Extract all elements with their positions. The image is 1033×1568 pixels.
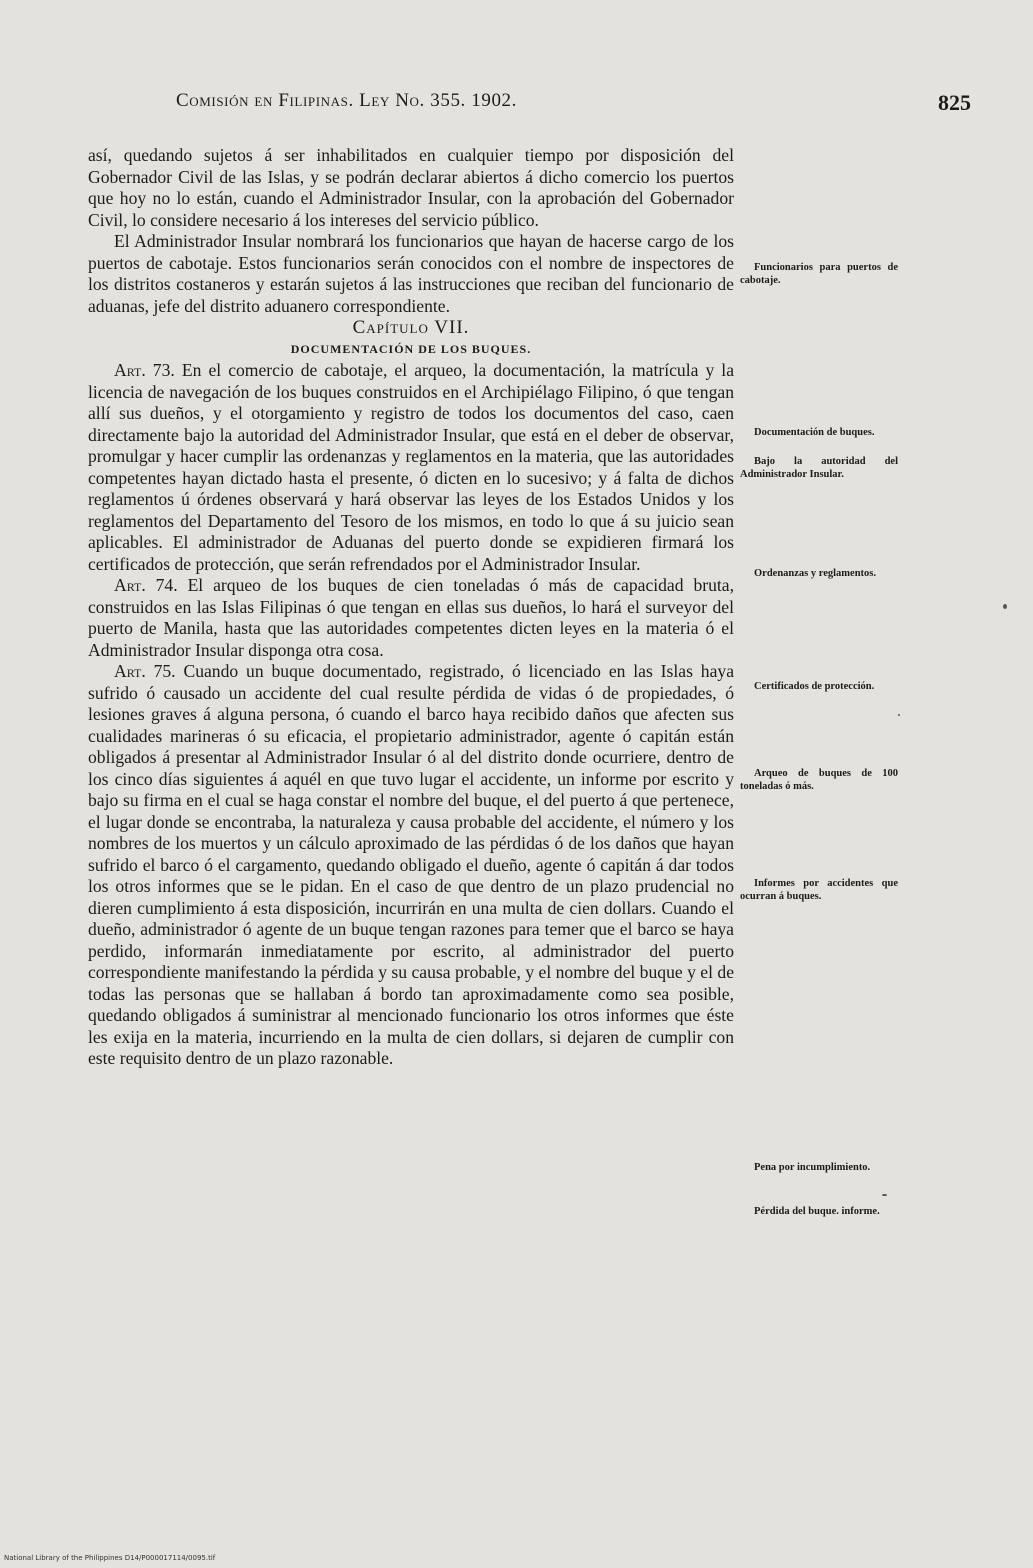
scan-speck bbox=[882, 1194, 887, 1196]
paragraph: así, quedando sujetos á ser inhabilitados en cualquier tiempo por disposición del Gobernador Civil de las Islas, y se podrán declarar abiertos á dicho comercio los puertos que hoy no lo están, cuando el Administrador Insular, con la aprobación del Gobernador Civil, lo considere necesario á los intereses del servicio público. bbox=[88, 145, 734, 230]
article-text: Cuando un buque documentado, registrado, ó licenciado en las Islas haya sufrido ó causado un accidente del cual resulte pérdida de vidas ó de propiedades, ó lesiones graves á alguna persona, ó cuando el barco haya recibido daños que afecten sus cualidades marineras ó su eficacia, el propietario administrador, agente ó capitán están obligados á presentar al Administrador Insular ó al del distrito donde ocurriere, dentro de los cinco días siguientes á aquél en que tuvo lugar el accidente, un informe por escrito y bajo su firma en el cual se haga constar el nombre del buque, el del puerto á que pertenece, el lugar donde se encontraba, la naturaleza y causa probable del accidente, el número y los nombres de los muertos y un cálculo aproximado de las pérdidas ó de los daños que hayan sufrido el barco ó el cargamento, quedando obligado el dueño, agente ó capitán á dar todos los otros informes que se le pidan. En el caso de que dentro de un plazo prudencial no dieren cumplimiento á esta disposición, incurrirán en una multa de cien dollars. Cuando el dueño, administrador ó agente de un buque tengan razones para temer que el barco se haya perdido, informarán inmediatamente por escrito, al administrador del puerto correspondiente manifestando la pérdida y su causa probable, y el nombre del buque y el de todas las personas que se hallaban á bordo tan aproximadamente como sea posible, quedando obligados á suministrar al mencionado funcionario los otros informes que éste les exija en la materia, incurriendo en la multa de cien dollars, si dejaren de cumplir con este requisito dentro de un plazo razonable. bbox=[88, 661, 735, 1068]
paragraph: El Administrador Insular nombrará los funcionarios que hayan de hacerse cargo de los puertos de cabotaje. Estos funcionarios serán conocidos con el nombre de inspectores de los distritos costaneros y estarán sujetos á las instrucciones que reciban del funcionario de aduanas, jefe del distrito aduanero correspondiente. bbox=[88, 231, 734, 316]
margin-note: Pérdida del buque. informe. bbox=[754, 1206, 880, 1217]
margin-note: Pena por incumplimiento. bbox=[754, 1162, 871, 1173]
margin-note: Bajo la autoridad del Administrador Insular. bbox=[740, 456, 898, 480]
margin-note: Certificados de protección. bbox=[754, 681, 875, 692]
running-title: Comisión en Filipinas. Ley No. 355. 1902. bbox=[176, 90, 517, 111]
page-number: 825 bbox=[938, 90, 971, 115]
main-text bbox=[88, 145, 734, 1070]
margin-note: Arqueo de buques de 100 toneladas ó más. bbox=[740, 768, 898, 792]
article-text: En el comercio de cabotaje, el arqueo, la documentación, la matrícula y la licencia de navegación de los buques construidos en el Archipiélago Filipino, ó que tengan allí sus dueños, y el otorgamiento y registro de todos los documentos del caso, caen directamente bajo la autoridad del Administrador Insular, que está en el deber de observar, promulgar y hacer cumplir las ordenanzas y reglamentos en la materia, que las autoridades competentes hayan dictado hasta el presente, ó dicten en lo sucesivo; y á falta de dichos reglamentos ú órdenes observará y hará observar las leyes de los Estados Unidos y los reglamentos del Departamento del Tesoro de los mismos, en todo lo que á su juicio sean aplicables. El administrador de Aduanas del puerto donde se expidieren firmará los certificados de protección, que serán refrendados por el Administrador Insular. bbox=[88, 360, 735, 574]
scan-speck bbox=[898, 714, 900, 716]
article-74 bbox=[88, 575, 734, 661]
article-number: Art. 74. bbox=[114, 575, 178, 595]
margin-note: Funcionarios para puertos de cabotaje. bbox=[740, 262, 898, 286]
section-heading: DOCUMENTACIÓN DE LOS BUQUES. bbox=[290, 341, 532, 356]
article-75 bbox=[88, 661, 734, 1070]
margin-note: Informes por accidentes que ocurran á buques. bbox=[740, 878, 898, 902]
chapter-heading: Capítulo VII. bbox=[352, 317, 470, 338]
article-73 bbox=[88, 360, 734, 575]
margin-note: Ordenanzas y reglamentos. bbox=[754, 568, 877, 579]
scan-speck bbox=[1003, 604, 1007, 609]
article-number: Art. 75. bbox=[114, 661, 176, 681]
margin-note: Documentación de buques. bbox=[754, 427, 875, 438]
scan-credit: National Library of the Philippines D14/P000017114/0095.tif bbox=[4, 1554, 216, 1562]
article-number: Art. 73. bbox=[114, 360, 175, 380]
article-text: El arqueo de los buques de cien toneladas ó más de capacidad bruta, construidos en las Islas Filipinas ó que tengan en ellas sus dueños, lo hará el surveyor del puerto de Manila, hasta que las autoridades competentes dicten leyes en la materia ó el Administrador Insular disponga otra cosa. bbox=[88, 575, 735, 660]
